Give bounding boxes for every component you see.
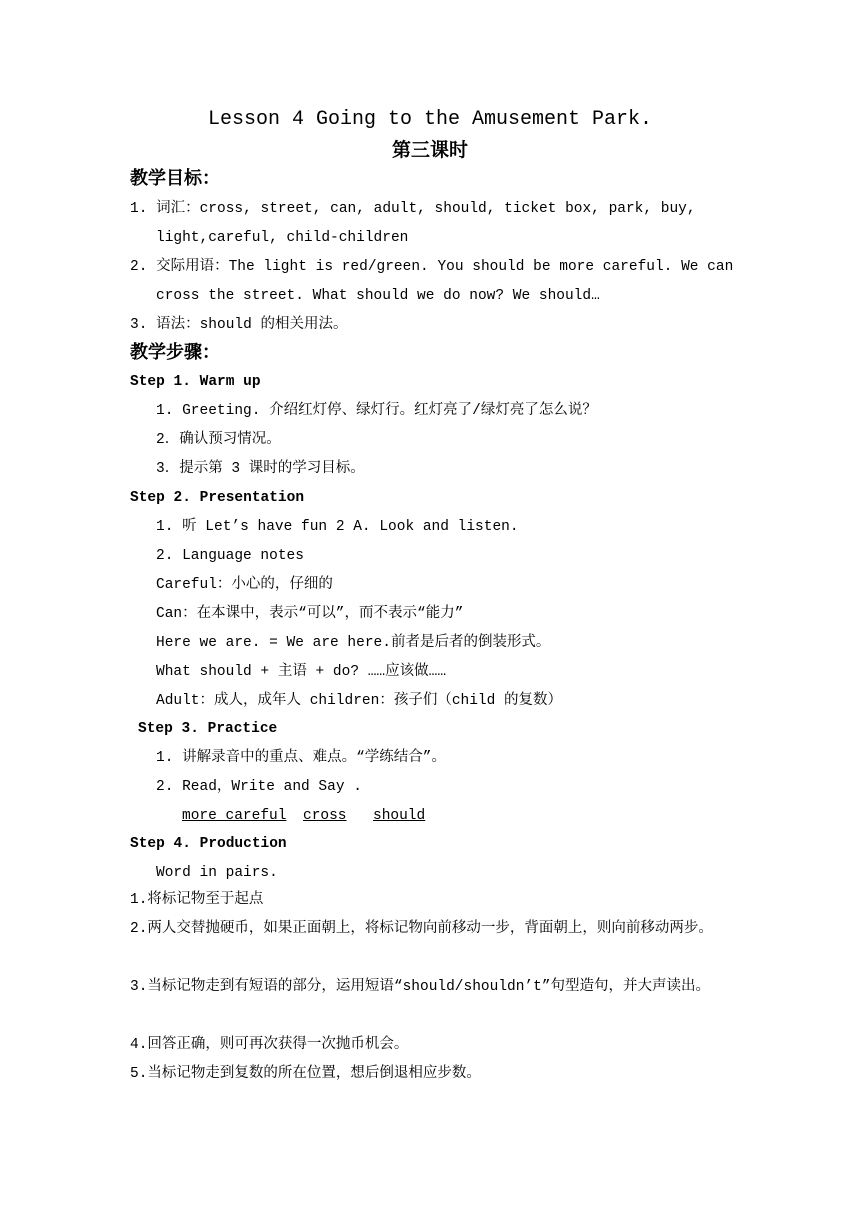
step4-intro: Word in pairs. bbox=[156, 865, 278, 881]
step2-item-3: Careful：小心的，仔细的 bbox=[156, 577, 333, 593]
step2-item-7: Adult：成人，成年人 children：孩子们（child 的复数） bbox=[156, 693, 563, 709]
rule-4: 4.回答正确，则可再次获得一次抛币机会。 bbox=[130, 1037, 409, 1053]
step4-title: Step 4. Production bbox=[130, 836, 287, 852]
step2-item-1: 1. 听 Let’s have fun 2 A. Look and listen. bbox=[156, 519, 519, 535]
objective-1-line1: 1. 词汇：cross, street, can, adult, should, ticket box, park, buy, bbox=[130, 201, 696, 217]
lesson-subtitle: 第三课时 bbox=[391, 139, 468, 161]
step2-item-4: Can：在本课中，表示“可以”，而不表示“能力” bbox=[156, 606, 464, 622]
rule-3: 3.当标记物走到有短语的部分，运用短语“should/shouldn’t”句型造句，并大声读出。 bbox=[130, 979, 711, 995]
objective-2-line2: cross the street. What should we do now? We should… bbox=[156, 288, 600, 304]
rule-1: 1.将标记物至于起点 bbox=[130, 892, 264, 908]
rule-2: 2.两人交替抛硬币，如果正面朝上，将标记物向前移动一步，背面朝上，则向前移动两步。 bbox=[130, 921, 713, 937]
step2-title: Step 2. Presentation bbox=[130, 490, 305, 506]
objective-3: 3. 语法：should 的相关用法。 bbox=[130, 317, 348, 333]
objective-2-line1: 2. 交际用语：The light is red/green. You should be more careful. We can bbox=[130, 259, 734, 275]
step3-title: Step 3. Practice bbox=[138, 721, 278, 737]
rule-5: 5.当标记物走到复数的所在位置，想后倒退相应步数。 bbox=[130, 1066, 481, 1082]
step2-item-6: What should + 主语 + do? ……应该做…… bbox=[156, 664, 447, 680]
underlined-word-more-careful: more careful bbox=[182, 808, 287, 824]
step1-title: Step 1. Warm up bbox=[130, 374, 261, 390]
step3-item-1: 1. 讲解录音中的重点、难点。“学练结合”。 bbox=[156, 750, 447, 766]
step1-item-3: 3．提示第 3 课时的学习目标。 bbox=[156, 461, 365, 477]
underlined-word-cross: cross bbox=[303, 808, 347, 824]
step1-item-1: 1. Greeting. 介绍红灯停、绿灯行。红灯亮了/绿灯亮了怎么说？ bbox=[156, 403, 597, 419]
step3-item-2: 2. Read，Write and Say . bbox=[156, 779, 362, 795]
step2-item-2: 2. Language notes bbox=[156, 548, 304, 564]
underlined-word-should: should bbox=[373, 808, 426, 824]
lesson-title: Lesson 4 Going to the Amusement Park. bbox=[207, 108, 653, 131]
steps-heading: 教学步骤： bbox=[130, 342, 220, 363]
step2-item-5: Here we are. = We are here.前者是后者的倒装形式。 bbox=[156, 635, 551, 651]
step1-item-2: 2．确认预习情况。 bbox=[156, 432, 281, 448]
objectives-heading: 教学目标： bbox=[130, 168, 220, 189]
objective-1-line2: light,careful, child-children bbox=[156, 230, 409, 246]
